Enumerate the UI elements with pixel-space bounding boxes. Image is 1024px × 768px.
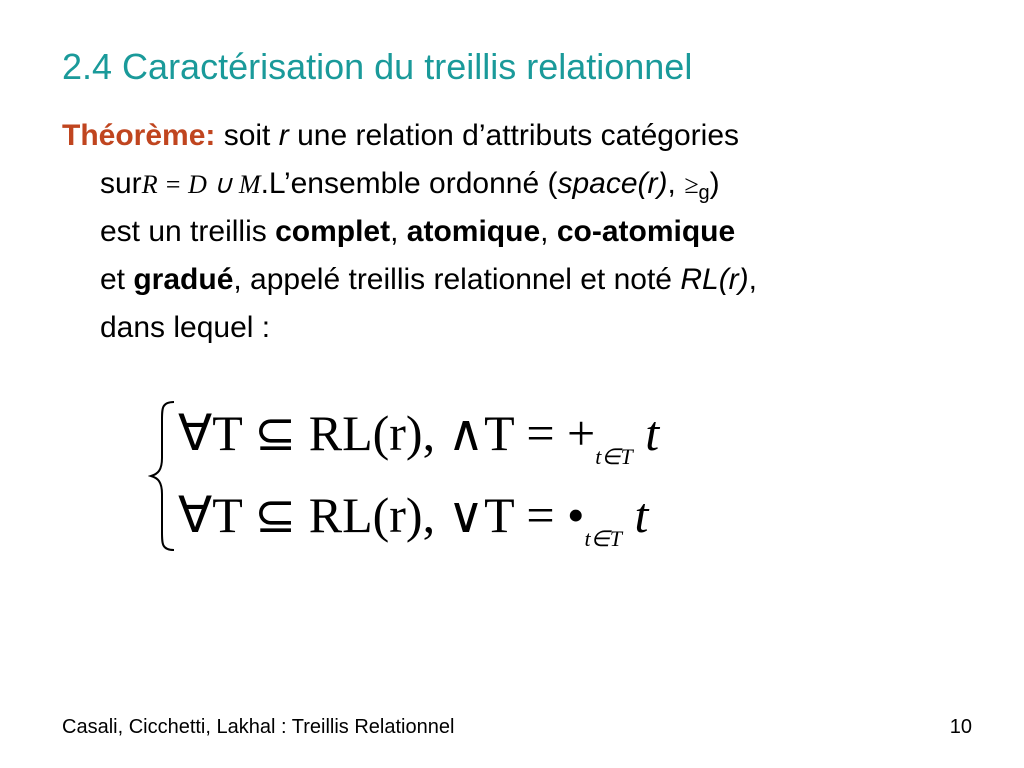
term-gradue: gradué: [133, 263, 234, 296]
text-segment: soit: [215, 119, 279, 152]
theorem-line-3: [62, 208, 982, 256]
theorem-label: Théorème:: [62, 119, 216, 152]
term-atomique: atomique: [406, 215, 541, 248]
formula-meet: [178, 404, 659, 470]
text-segment: , appelé treillis relationnel et noté: [233, 263, 681, 296]
theorem-line-5: [62, 304, 982, 352]
geq-subscript-g: g: [698, 182, 710, 204]
text-segment: sur: [100, 167, 142, 200]
term-co-atomique: co-atomique: [556, 215, 736, 248]
variable-r: r: [278, 119, 289, 152]
theorem-line-2: [62, 160, 982, 208]
text-segment: ,: [667, 167, 685, 200]
theorem-line-4: [62, 256, 982, 304]
theorem-block: [62, 112, 982, 352]
text-segment: ): [709, 167, 720, 200]
theorem-line-1: [62, 112, 982, 160]
text-segment: ,: [748, 263, 758, 296]
inline-math-r-equals-d-union-m: R = D ∪ M: [141, 170, 261, 199]
formula-system: [148, 396, 748, 556]
space-r: space(r): [557, 167, 668, 200]
slide-title: 2.4 Caractérisation du treillis relationnel: [62, 46, 693, 87]
text-segment: dans lequel :: [100, 311, 271, 344]
formula-meet-subscript: t∈T: [595, 444, 633, 469]
formula-join-tail: t: [622, 487, 649, 543]
text-segment: une relation d’attributs catégories: [288, 119, 739, 152]
left-brace-icon: [148, 396, 178, 556]
rl-r: RL(r): [680, 263, 749, 296]
formula-join: [178, 486, 648, 552]
formula-join-subscript: t∈T: [584, 526, 623, 551]
formula-meet-main: ∀T ⊆ RL(r), ∧T = +: [178, 405, 596, 461]
page-number: 10: [949, 716, 972, 738]
text-segment: est un treillis: [100, 215, 276, 248]
text-segment: .L’ensemble ordonné (: [260, 167, 558, 200]
text-segment: ,: [540, 215, 557, 248]
text-segment: et: [100, 263, 134, 296]
formula-meet-tail: t: [632, 405, 660, 461]
formula-join-main: ∀T ⊆ RL(r), ∨T = •: [178, 487, 585, 543]
geq-symbol: ≥: [684, 170, 699, 199]
text-segment: ,: [390, 215, 407, 248]
term-complet: complet: [275, 215, 391, 248]
footer-authors: Casali, Cicchetti, Lakhal : Treillis Relationnel: [62, 716, 455, 738]
